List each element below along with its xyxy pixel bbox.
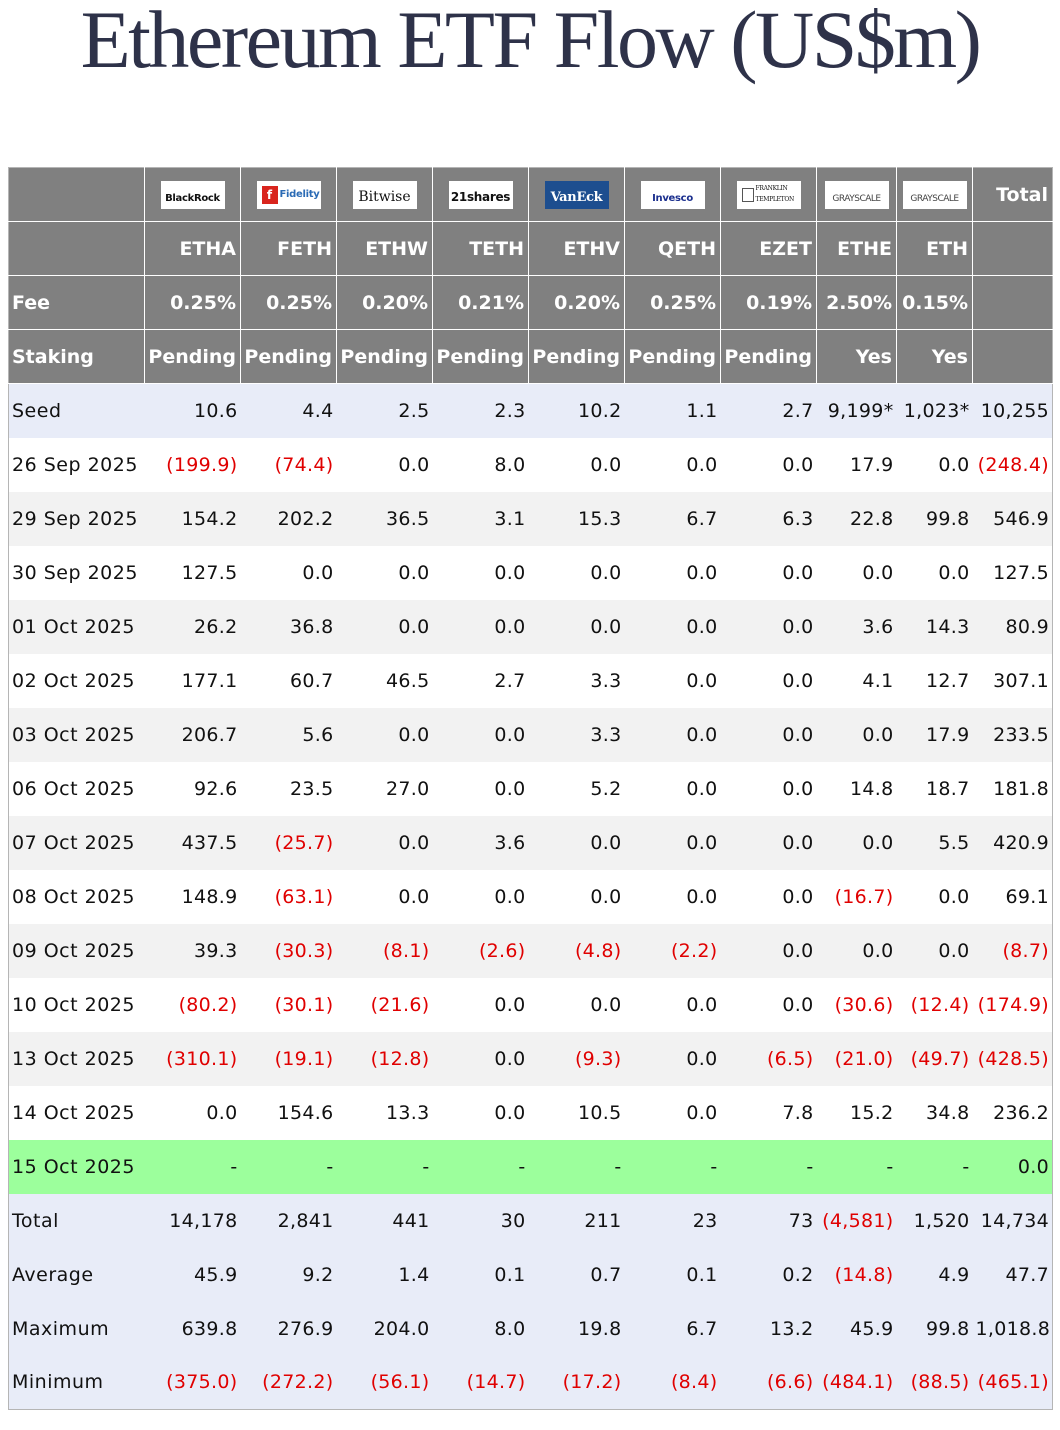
row-label: 30 Sep 2025 — [9, 546, 145, 600]
row-label: 10 Oct 2025 — [9, 978, 145, 1032]
issuer-logo-vaneck: VanEck — [529, 168, 625, 222]
flow-value-cell: (484.1) — [817, 1356, 897, 1410]
flow-value-cell: (17.2) — [529, 1356, 625, 1410]
ticker-cell: ETHW — [337, 222, 433, 276]
flow-value-cell: 0.0 — [721, 654, 817, 708]
flow-value-cell: 3.6 — [817, 600, 897, 654]
flow-value-cell: 60.7 — [241, 654, 337, 708]
issuer-logo-franklin: FRANKLIN TEMPLETON — [721, 168, 817, 222]
row-total-cell: 0.0 — [973, 1140, 1053, 1194]
flow-value-cell: 0.0 — [721, 600, 817, 654]
flow-value-cell: 3.3 — [529, 654, 625, 708]
fee-cell: 0.21% — [433, 276, 529, 330]
flow-value-cell: 7.8 — [721, 1086, 817, 1140]
flow-value-cell: 0.0 — [897, 924, 973, 978]
date-row — [9, 600, 1053, 654]
flow-value-cell: 4.9 — [897, 1248, 973, 1302]
flow-value-cell: 211 — [529, 1194, 625, 1248]
flow-value-cell: 10.2 — [529, 384, 625, 438]
flow-value-cell: (30.3) — [241, 924, 337, 978]
flow-value-cell: 0.0 — [721, 708, 817, 762]
flow-value-cell: (30.6) — [817, 978, 897, 1032]
flow-value-cell: (12.8) — [337, 1032, 433, 1086]
flow-value-cell: 154.6 — [241, 1086, 337, 1140]
flow-value-cell: 0.0 — [337, 816, 433, 870]
flow-value-cell: 46.5 — [337, 654, 433, 708]
flow-value-cell: (8.1) — [337, 924, 433, 978]
flow-value-cell: 3.1 — [433, 492, 529, 546]
row-label: 29 Sep 2025 — [9, 492, 145, 546]
flow-value-cell: 0.0 — [817, 708, 897, 762]
issuer-logo-21shares: 21shares — [433, 168, 529, 222]
fee-label: Fee — [9, 276, 145, 330]
flow-value-cell: (2.6) — [433, 924, 529, 978]
flow-value-cell: 441 — [337, 1194, 433, 1248]
flow-value-cell: (88.5) — [897, 1356, 973, 1410]
flow-value-cell: 30 — [433, 1194, 529, 1248]
flow-value-cell: (310.1) — [145, 1032, 241, 1086]
flow-value-cell: 0.0 — [433, 1032, 529, 1086]
flow-value-cell: 202.2 — [241, 492, 337, 546]
fee-cell: 0.20% — [337, 276, 433, 330]
flow-value-cell: 0.0 — [721, 438, 817, 492]
flow-value-cell: 23.5 — [241, 762, 337, 816]
staking-cell: Pending — [145, 330, 241, 384]
summary-row — [9, 1194, 1053, 1248]
ticker-cell-empty — [973, 222, 1053, 276]
flow-value-cell: 12.7 — [897, 654, 973, 708]
staking-label: Staking — [9, 330, 145, 384]
flow-value-cell: 0.0 — [817, 546, 897, 600]
flow-value-cell: 0.0 — [721, 816, 817, 870]
date-row — [9, 438, 1053, 492]
flow-value-cell: 6.7 — [625, 1302, 721, 1356]
row-label: Average — [9, 1248, 145, 1302]
corner-cell — [9, 222, 145, 276]
flow-value-cell: 0.0 — [337, 870, 433, 924]
flow-value-cell: 0.0 — [529, 600, 625, 654]
fee-cell: 0.25% — [625, 276, 721, 330]
issuer-logo-grayscale-eth: GRAYSCALE — [897, 168, 973, 222]
date-row — [9, 492, 1053, 546]
flow-value-cell: 177.1 — [145, 654, 241, 708]
staking-cell: Pending — [529, 330, 625, 384]
flow-value-cell: (16.7) — [817, 870, 897, 924]
flow-value-cell: 22.8 — [817, 492, 897, 546]
fee-cell-empty — [973, 276, 1053, 330]
flow-value-cell: 3.3 — [529, 708, 625, 762]
flow-value-cell: 14.8 — [817, 762, 897, 816]
flow-value-cell: 13.3 — [337, 1086, 433, 1140]
row-total-cell: 233.5 — [973, 708, 1053, 762]
row-total-cell: 1,018.8 — [973, 1302, 1053, 1356]
ticker-cell: ETH — [897, 222, 973, 276]
flow-value-cell: (74.4) — [241, 438, 337, 492]
flow-value-cell: (25.7) — [241, 816, 337, 870]
flow-value-cell: (6.5) — [721, 1032, 817, 1086]
row-label: 14 Oct 2025 — [9, 1086, 145, 1140]
flow-value-cell: 15.3 — [529, 492, 625, 546]
flow-value-cell: 206.7 — [145, 708, 241, 762]
ticker-cell: EZET — [721, 222, 817, 276]
ticker-row — [9, 222, 1053, 276]
flow-value-cell: 0.0 — [625, 438, 721, 492]
flow-value-cell: 0.0 — [241, 546, 337, 600]
row-total-cell: 420.9 — [973, 816, 1053, 870]
seed-row — [9, 384, 1053, 438]
page-title: Ethereum ETF Flow (US$m) — [80, 0, 980, 85]
summary-row — [9, 1356, 1053, 1410]
row-label: Total — [9, 1194, 145, 1248]
date-row — [9, 762, 1053, 816]
flow-value-cell: - — [721, 1140, 817, 1194]
row-total-cell: 47.7 — [973, 1248, 1053, 1302]
flow-value-cell: 0.0 — [625, 1086, 721, 1140]
flow-value-cell: 0.0 — [433, 1086, 529, 1140]
row-total-cell: 307.1 — [973, 654, 1053, 708]
row-label: 02 Oct 2025 — [9, 654, 145, 708]
staking-row — [9, 330, 1053, 384]
flow-value-cell: 0.0 — [721, 924, 817, 978]
flow-value-cell: (30.1) — [241, 978, 337, 1032]
row-label: 09 Oct 2025 — [9, 924, 145, 978]
flow-value-cell: 437.5 — [145, 816, 241, 870]
fee-cell: 2.50% — [817, 276, 897, 330]
flow-value-cell: 15.2 — [817, 1086, 897, 1140]
flow-value-cell: 276.9 — [241, 1302, 337, 1356]
flow-value-cell: 0.0 — [625, 1032, 721, 1086]
ticker-cell: ETHV — [529, 222, 625, 276]
flow-value-cell: 13.2 — [721, 1302, 817, 1356]
flow-value-cell: 2.7 — [721, 384, 817, 438]
flow-value-cell: 0.0 — [433, 600, 529, 654]
flow-value-cell: - — [145, 1140, 241, 1194]
flow-value-cell: 0.0 — [337, 600, 433, 654]
flow-value-cell: (14.8) — [817, 1248, 897, 1302]
row-total-cell: 127.5 — [973, 546, 1053, 600]
flow-value-cell: 0.0 — [721, 546, 817, 600]
flow-value-cell: 99.8 — [897, 492, 973, 546]
row-label: 03 Oct 2025 — [9, 708, 145, 762]
flow-value-cell: 639.8 — [145, 1302, 241, 1356]
flow-value-cell: 0.0 — [337, 708, 433, 762]
flow-value-cell: 9.2 — [241, 1248, 337, 1302]
issuer-logo-grayscale-ethe: GRAYSCALE — [817, 168, 897, 222]
flow-value-cell: (63.1) — [241, 870, 337, 924]
flow-value-cell: 45.9 — [817, 1302, 897, 1356]
fee-cell: 0.25% — [145, 276, 241, 330]
ticker-cell: FETH — [241, 222, 337, 276]
date-row — [9, 1086, 1053, 1140]
flow-value-cell: (9.3) — [529, 1032, 625, 1086]
flow-value-cell: 92.6 — [145, 762, 241, 816]
flow-value-cell: 2.3 — [433, 384, 529, 438]
row-total-cell: 14,734 — [973, 1194, 1053, 1248]
row-label: Seed — [9, 384, 145, 438]
flow-value-cell: 0.1 — [625, 1248, 721, 1302]
flow-value-cell: (19.1) — [241, 1032, 337, 1086]
flow-value-cell: - — [241, 1140, 337, 1194]
fee-cell: 0.20% — [529, 276, 625, 330]
flow-value-cell: 1.4 — [337, 1248, 433, 1302]
flow-value-cell: 0.2 — [721, 1248, 817, 1302]
flow-value-cell: - — [529, 1140, 625, 1194]
flow-value-cell: 0.0 — [625, 816, 721, 870]
staking-cell: Pending — [721, 330, 817, 384]
flow-value-cell: 0.0 — [625, 708, 721, 762]
flow-value-cell: 4.1 — [817, 654, 897, 708]
staking-cell: Yes — [817, 330, 897, 384]
flow-value-cell: 17.9 — [897, 708, 973, 762]
date-row — [9, 978, 1053, 1032]
date-row — [9, 924, 1053, 978]
flow-value-cell: 5.6 — [241, 708, 337, 762]
flow-value-cell: 1,023* — [897, 384, 973, 438]
flow-value-cell: 0.0 — [721, 762, 817, 816]
row-label: 07 Oct 2025 — [9, 816, 145, 870]
flow-value-cell: 14.3 — [897, 600, 973, 654]
flow-value-cell: (21.6) — [337, 978, 433, 1032]
staking-cell-empty — [973, 330, 1053, 384]
flow-value-cell: 0.0 — [433, 978, 529, 1032]
flow-value-cell: 0.0 — [529, 438, 625, 492]
flow-value-cell: - — [625, 1140, 721, 1194]
date-row — [9, 816, 1053, 870]
flow-value-cell: 34.8 — [897, 1086, 973, 1140]
flow-value-cell: - — [817, 1140, 897, 1194]
flow-value-cell: 0.0 — [625, 654, 721, 708]
flow-value-cell: 4.4 — [241, 384, 337, 438]
flow-value-cell: 0.0 — [897, 438, 973, 492]
date-row — [9, 708, 1053, 762]
flow-value-cell: (12.4) — [897, 978, 973, 1032]
date-row — [9, 546, 1053, 600]
flow-value-cell: 10.6 — [145, 384, 241, 438]
flow-value-cell: 0.0 — [433, 762, 529, 816]
corner-cell — [9, 168, 145, 222]
flow-value-cell: 39.3 — [145, 924, 241, 978]
flow-value-cell: (4,581) — [817, 1194, 897, 1248]
flow-value-cell: 0.0 — [625, 762, 721, 816]
flow-value-cell: 0.0 — [625, 600, 721, 654]
flow-value-cell: - — [433, 1140, 529, 1194]
flow-value-cell: 204.0 — [337, 1302, 433, 1356]
flow-value-cell: 148.9 — [145, 870, 241, 924]
flow-value-cell: 0.0 — [529, 978, 625, 1032]
row-total-cell: (8.7) — [973, 924, 1053, 978]
flow-value-cell: 0.0 — [625, 546, 721, 600]
flow-value-cell: 0.0 — [817, 816, 897, 870]
flow-value-cell: 0.0 — [433, 708, 529, 762]
issuer-logo-row — [9, 168, 1053, 222]
row-label: 13 Oct 2025 — [9, 1032, 145, 1086]
issuer-logo-invesco: Invesco — [625, 168, 721, 222]
staking-cell: Yes — [897, 330, 973, 384]
staking-cell: Pending — [625, 330, 721, 384]
row-label: 26 Sep 2025 — [9, 438, 145, 492]
staking-cell: Pending — [241, 330, 337, 384]
flow-value-cell: 127.5 — [145, 546, 241, 600]
flow-value-cell: 0.0 — [897, 870, 973, 924]
flow-value-cell: 0.0 — [721, 978, 817, 1032]
flow-value-cell: (6.6) — [721, 1356, 817, 1410]
date-row — [9, 1032, 1053, 1086]
flow-value-cell: 0.0 — [145, 1086, 241, 1140]
flow-value-cell: 19.8 — [529, 1302, 625, 1356]
row-total-cell: 80.9 — [973, 600, 1053, 654]
flow-value-cell: 6.7 — [625, 492, 721, 546]
flow-value-cell: 0.0 — [433, 870, 529, 924]
row-label: 15 Oct 2025 — [9, 1140, 145, 1194]
flow-value-cell: 10.5 — [529, 1086, 625, 1140]
row-total-cell: 69.1 — [973, 870, 1053, 924]
flow-value-cell: 1.1 — [625, 384, 721, 438]
flow-value-cell: 154.2 — [145, 492, 241, 546]
flow-value-cell: (199.9) — [145, 438, 241, 492]
staking-cell: Pending — [433, 330, 529, 384]
flow-value-cell: 26.2 — [145, 600, 241, 654]
issuer-logo-fidelity: f Fidelity — [241, 168, 337, 222]
flow-value-cell: 99.8 — [897, 1302, 973, 1356]
row-total-cell: (428.5) — [973, 1032, 1053, 1086]
flow-value-cell: (14.7) — [433, 1356, 529, 1410]
staking-cell: Pending — [337, 330, 433, 384]
flow-value-cell: 8.0 — [433, 1302, 529, 1356]
total-column-header: Total — [973, 168, 1053, 222]
flow-value-cell: (56.1) — [337, 1356, 433, 1410]
flow-value-cell: 18.7 — [897, 762, 973, 816]
row-label: 08 Oct 2025 — [9, 870, 145, 924]
row-total-cell: (465.1) — [973, 1356, 1053, 1410]
flow-value-cell: 0.0 — [897, 546, 973, 600]
fee-row — [9, 276, 1053, 330]
flow-value-cell: 0.0 — [337, 438, 433, 492]
flow-value-cell: 2,841 — [241, 1194, 337, 1248]
flow-value-cell: 45.9 — [145, 1248, 241, 1302]
flow-value-cell: (272.2) — [241, 1356, 337, 1410]
etf-flow-table — [8, 167, 1053, 1410]
flow-value-cell: (4.8) — [529, 924, 625, 978]
fee-cell: 0.15% — [897, 276, 973, 330]
flow-value-cell: - — [337, 1140, 433, 1194]
row-label: 01 Oct 2025 — [9, 600, 145, 654]
fee-cell: 0.25% — [241, 276, 337, 330]
flow-value-cell: 0.0 — [625, 978, 721, 1032]
flow-value-cell: (49.7) — [897, 1032, 973, 1086]
flow-value-cell: 5.2 — [529, 762, 625, 816]
date-row — [9, 654, 1053, 708]
flow-value-cell: 0.0 — [337, 546, 433, 600]
ticker-cell: ETHE — [817, 222, 897, 276]
flow-value-cell: 73 — [721, 1194, 817, 1248]
flow-value-cell: 2.5 — [337, 384, 433, 438]
flow-value-cell: 0.0 — [529, 546, 625, 600]
flow-value-cell: 0.1 — [433, 1248, 529, 1302]
summary-row — [9, 1302, 1053, 1356]
flow-value-cell: 5.5 — [897, 816, 973, 870]
flow-value-cell: 0.0 — [433, 546, 529, 600]
flow-value-cell: 36.5 — [337, 492, 433, 546]
flow-value-cell: (21.0) — [817, 1032, 897, 1086]
date-row — [9, 1140, 1053, 1194]
flow-value-cell: 8.0 — [433, 438, 529, 492]
flow-value-cell: 23 — [625, 1194, 721, 1248]
row-total-cell: (174.9) — [973, 978, 1053, 1032]
flow-value-cell: 0.7 — [529, 1248, 625, 1302]
flow-value-cell: (8.4) — [625, 1356, 721, 1410]
flow-value-cell: 0.0 — [721, 870, 817, 924]
flow-value-cell: 3.6 — [433, 816, 529, 870]
date-row — [9, 870, 1053, 924]
flow-value-cell: 2.7 — [433, 654, 529, 708]
row-total-cell: (248.4) — [973, 438, 1053, 492]
row-total-cell: 546.9 — [973, 492, 1053, 546]
issuer-logo-blackrock: BlackRock — [145, 168, 241, 222]
flow-value-cell: 14,178 — [145, 1194, 241, 1248]
row-label: 06 Oct 2025 — [9, 762, 145, 816]
flow-value-cell: 6.3 — [721, 492, 817, 546]
summary-row — [9, 1248, 1053, 1302]
flow-value-cell: 0.0 — [625, 870, 721, 924]
issuer-logo-bitwise: Bitwise — [337, 168, 433, 222]
fee-cell: 0.19% — [721, 276, 817, 330]
flow-value-cell: (80.2) — [145, 978, 241, 1032]
flow-value-cell: 0.0 — [529, 870, 625, 924]
flow-value-cell: 0.0 — [817, 924, 897, 978]
flow-value-cell: 1,520 — [897, 1194, 973, 1248]
flow-value-cell: (2.2) — [625, 924, 721, 978]
flow-value-cell: 9,199* — [817, 384, 897, 438]
row-total-cell: 10,255 — [973, 384, 1053, 438]
ticker-cell: QETH — [625, 222, 721, 276]
ticker-cell: TETH — [433, 222, 529, 276]
flow-value-cell: 17.9 — [817, 438, 897, 492]
flow-value-cell: 0.0 — [529, 816, 625, 870]
row-total-cell: 181.8 — [973, 762, 1053, 816]
flow-value-cell: 36.8 — [241, 600, 337, 654]
row-label: Minimum — [9, 1356, 145, 1410]
row-total-cell: 236.2 — [973, 1086, 1053, 1140]
flow-value-cell: 27.0 — [337, 762, 433, 816]
ticker-cell: ETHA — [145, 222, 241, 276]
flow-value-cell: - — [897, 1140, 973, 1194]
row-label: Maximum — [9, 1302, 145, 1356]
flow-value-cell: (375.0) — [145, 1356, 241, 1410]
